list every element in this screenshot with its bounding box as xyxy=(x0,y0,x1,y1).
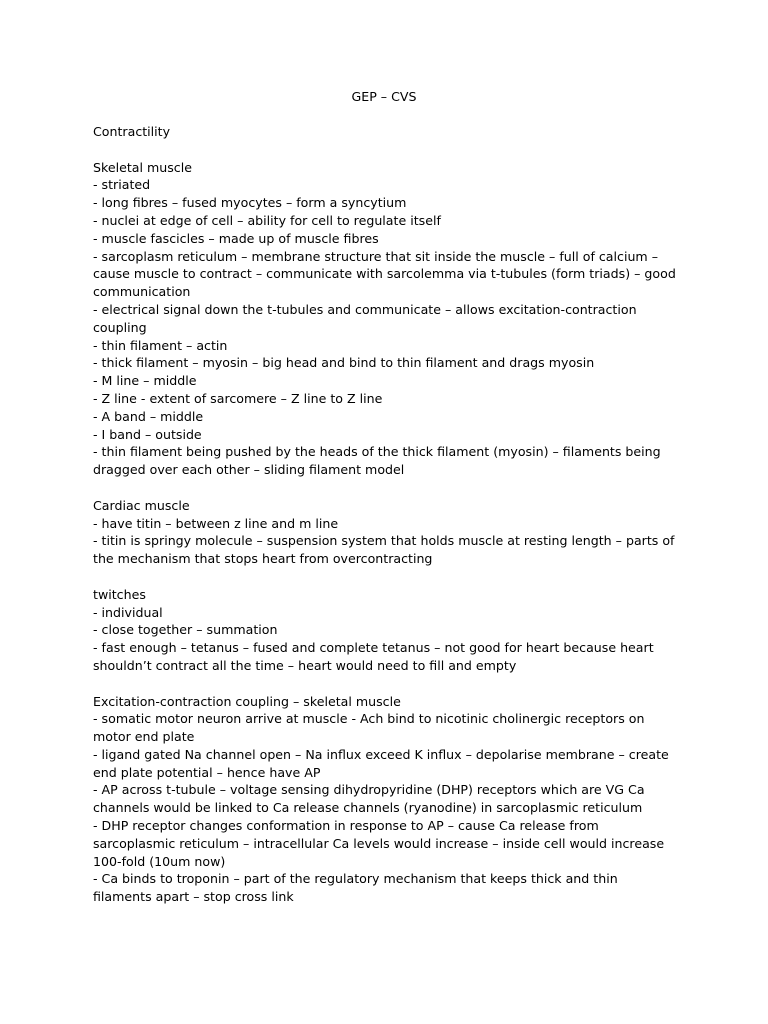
document-body xyxy=(93,123,693,906)
text-line: dragged over each other – sliding filament model xyxy=(93,462,405,478)
text-line: - Ca binds to troponin – part of the regulatory mechanism that keeps thick and thin xyxy=(93,871,618,887)
text-line: - Z line - extent of sarcomere – Z line to Z line xyxy=(93,390,383,406)
text-line: - electrical signal down the t-tubules and communicate – allows excitation-contraction xyxy=(93,301,637,317)
text-line: Contractility xyxy=(93,124,171,139)
text-line: twitches xyxy=(93,586,146,602)
text-line: Skeletal muscle xyxy=(93,159,192,175)
text-line: motor end plate xyxy=(93,729,195,745)
blank-line xyxy=(93,568,693,586)
text-line: - M line – middle xyxy=(93,373,197,389)
text-line: Excitation-contraction coupling – skeletal muscle xyxy=(93,693,401,709)
text-line: end plate potential – hence have AP xyxy=(93,764,321,780)
blank-line xyxy=(93,675,693,693)
text-line: - individual xyxy=(93,604,163,620)
text-line: - thick filament – myosin – big head and bind to thin filament and drags myosin xyxy=(93,355,595,371)
text-line: - A band – middle xyxy=(93,408,204,424)
text-line: channels would be linked to Ca release channels (ryanodine) in sarcoplasmic reticulum xyxy=(93,800,643,816)
text-line: - fast enough – tetanus – fused and complete tetanus – not good for heart because heart xyxy=(93,640,654,656)
text-line: 100-fold (10um now) xyxy=(93,853,226,869)
text-line: - long fibres – fused myocytes – form a syncytium xyxy=(93,195,407,211)
text-line: sarcoplasmic reticulum – intracellular Ca levels would increase – inside cell would increase xyxy=(93,835,665,851)
blank-line xyxy=(93,479,693,497)
text-line: filaments apart – stop cross link xyxy=(93,889,294,905)
text-line: shouldn’t contract all the time – heart would need to fill and empty xyxy=(93,657,517,673)
document-title: GEP – CVS xyxy=(351,89,417,104)
text-line: - titin is springy molecule – suspension system that holds muscle at resting length – parts of xyxy=(93,533,675,549)
text-line: coupling xyxy=(93,319,147,335)
text-line: communication xyxy=(93,284,191,300)
text-line: - DHP receptor changes conformation in response to AP – cause Ca release from xyxy=(93,818,599,834)
text-line: - thin filament being pushed by the heads of the thick filament (myosin) – filaments being xyxy=(93,444,661,460)
text-line: - nuclei at edge of cell – ability for cell to regulate itself xyxy=(93,212,441,228)
text-line: - close together – summation xyxy=(93,622,278,638)
blank-line xyxy=(93,141,693,159)
text-line: - thin filament – actin xyxy=(93,337,228,353)
text-line: - somatic motor neuron arrive at muscle - Ach bind to nicotinic cholinergic receptors on xyxy=(93,711,645,727)
text-line: - sarcoplasm reticulum – membrane structure that sit inside the muscle – full of calcium – xyxy=(93,248,658,264)
text-line: Cardiac muscle xyxy=(93,497,190,513)
text-line: - ligand gated Na channel open – Na influx exceed K influx – depolarise membrane – create xyxy=(93,746,669,762)
text-line: - AP across t-tubule – voltage sensing dihydropyridine (DHP) receptors which are VG Ca xyxy=(93,782,645,798)
text-line: the mechanism that stops heart from overcontracting xyxy=(93,551,433,567)
text-line: - striated xyxy=(93,177,151,193)
text-line: - have titin – between z line and m line xyxy=(93,515,339,531)
text-line: - muscle fascicles – made up of muscle fibres xyxy=(93,230,379,246)
text-line: - I band – outside xyxy=(93,426,202,442)
text-line: cause muscle to contract – communicate with sarcolemma via t-tubules (form triads) – good xyxy=(93,266,676,282)
